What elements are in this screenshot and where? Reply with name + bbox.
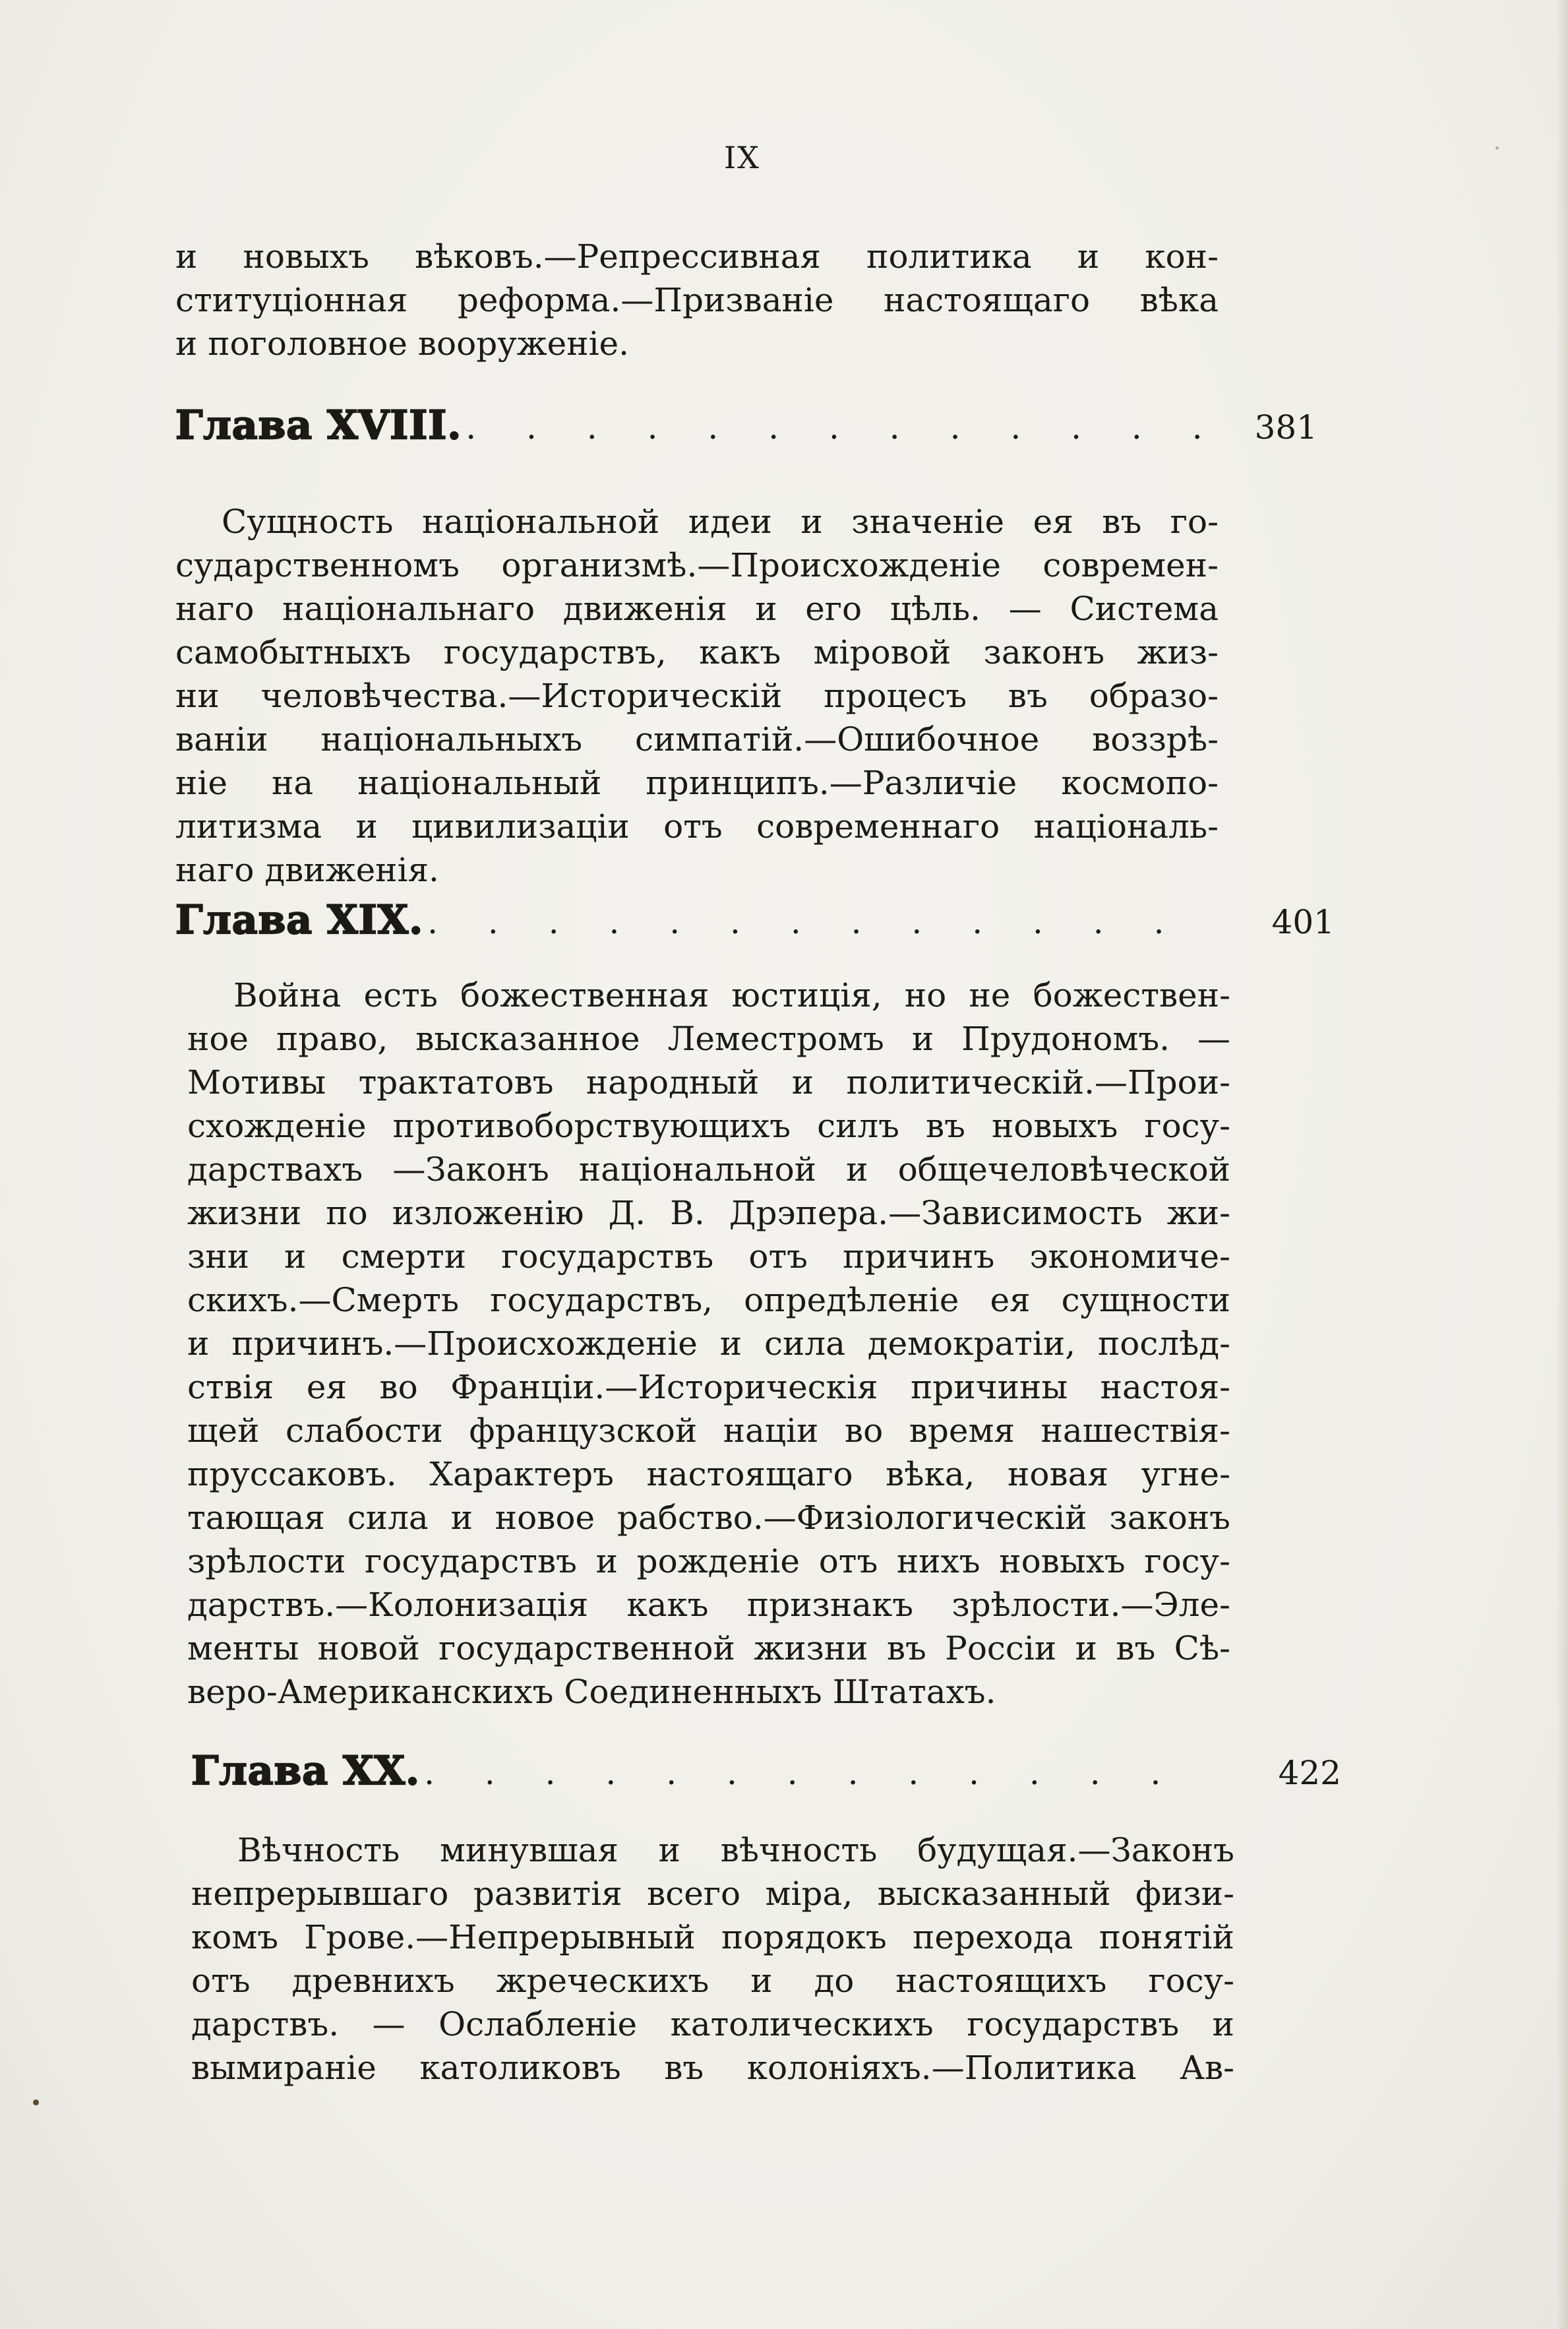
paper-speck xyxy=(33,2099,39,2105)
chapter-title: Глава XX. xyxy=(191,1748,421,1794)
text-line: зрѣлости государствъ и рожденіе отъ нихъ новыхъ госу- xyxy=(187,1542,1230,1580)
chapter-18-summary xyxy=(175,500,1219,892)
text-line: Война есть божественная юстиція, но не божествен- xyxy=(233,976,1230,1014)
text-line: ствія ея во Франціи.—Историческія причины настоя- xyxy=(187,1368,1230,1406)
text-line: пруссаковъ. Характеръ настоящаго вѣка, новая угне- xyxy=(187,1455,1230,1493)
text-line: и новыхъ вѣковъ.—Репрессивная политика и кон- xyxy=(175,237,1219,276)
toc-entry-chapter-19[interactable] xyxy=(175,897,1335,950)
dot-leader: . . . . . . . . . . . . . xyxy=(466,408,1222,447)
toc-entry-chapter-20[interactable] xyxy=(191,1748,1341,1801)
text-line: тающая сила и новое рабство.—Физіологическій законъ xyxy=(187,1499,1230,1537)
text-line: Сущность національной идеи и значеніе ея въ го- xyxy=(222,503,1219,541)
text-line: ное право, высказанное Леместромъ и Прудономъ. — xyxy=(187,1020,1230,1058)
text-line: ваніи національныхъ симпатій.—Ошибочное воззрѣ- xyxy=(175,720,1219,759)
text-line: дарствъ. — Ослабленіе католическихъ государствъ и xyxy=(191,2005,1234,2043)
text-line: непрерывшаго развитія всего міра, высказанный физи- xyxy=(191,1875,1234,1913)
page-edge-shadow xyxy=(1556,0,1568,2329)
text-line: ніе на національный принципъ.—Различіе космопо- xyxy=(175,764,1219,802)
text-line: самобытныхъ государствъ, какъ міровой законъ жиз- xyxy=(175,633,1219,671)
intro-paragraph xyxy=(175,235,1219,365)
text-line: веро-Американскихъ Соединенныхъ Штатахъ. xyxy=(187,1673,996,1711)
text-line: дарствахъ —Законъ національной и общечеловѣческой xyxy=(187,1150,1230,1189)
text-line: схожденіе противоборствующихъ силъ въ новыхъ госу- xyxy=(187,1107,1230,1145)
text-line: отъ древнихъ жреческихъ и до настоящихъ госу- xyxy=(191,1962,1234,2000)
text-line: наго движенія. xyxy=(175,851,439,889)
chapter-20-summary xyxy=(191,1828,1234,2090)
text-line: и поголовное вооруженіе. xyxy=(175,325,630,363)
text-line: Мотивы трактатовъ народный и политическій.—Прои- xyxy=(187,1063,1230,1102)
text-line: жизни по изложенію Д. В. Дрэпера.—Зависимость жи- xyxy=(187,1194,1230,1232)
text-line: щей слабости французской націи во время нашествія- xyxy=(187,1412,1230,1450)
chapter-page-number: 422 xyxy=(1278,1754,1341,1792)
chapter-page-number: 401 xyxy=(1271,903,1335,941)
page-folio: IX xyxy=(724,140,760,175)
paper-speck xyxy=(1495,146,1499,150)
text-line: зни и смерти государствъ отъ причинъ экономиче- xyxy=(187,1237,1230,1276)
text-line: ституціонная реформа.—Призваніе настоящаго вѣка xyxy=(175,281,1219,319)
chapter-page-number: 381 xyxy=(1254,408,1317,447)
text-line: ни человѣчества.—Историческій процесъ въ образо- xyxy=(175,677,1219,715)
text-line: дарствъ.—Колонизація какъ признакъ зрѣлости.—Эле- xyxy=(187,1586,1230,1624)
text-line: скихъ.—Смерть государствъ, опредѣленіе ея сущности xyxy=(187,1281,1230,1319)
toc-entry-chapter-18[interactable] xyxy=(175,402,1317,455)
text-line: литизма и цивилизаціи отъ современнаго національ- xyxy=(175,807,1219,846)
text-line: и причинъ.—Происхожденіе и сила демократіи, послѣд- xyxy=(187,1324,1230,1363)
dot-leader: . . . . . . . . . . . . . xyxy=(427,903,1184,941)
text-line: наго національнаго движенія и его цѣль. — Система xyxy=(175,590,1219,628)
text-line: комъ Грове.—Непрерывный порядокъ перехода понятій xyxy=(191,1918,1234,1956)
text-line: вымираніе католиковъ въ колоніяхъ.—Политика Ав- xyxy=(191,2049,1234,2087)
chapter-title: Глава XIX. xyxy=(175,897,424,943)
dot-leader: . . . . . . . . . . . . . xyxy=(424,1754,1181,1792)
text-line: менты новой государственной жизни въ Россіи и въ Сѣ- xyxy=(187,1629,1230,1667)
text-line: Вѣчность минувшая и вѣчность будущая.—Законъ xyxy=(237,1831,1234,1869)
text-line: сударственномъ организмѣ.—Происхожденіе современ- xyxy=(175,546,1219,584)
chapter-title: Глава XVIII. xyxy=(175,402,462,449)
chapter-19-summary xyxy=(187,974,1230,1714)
